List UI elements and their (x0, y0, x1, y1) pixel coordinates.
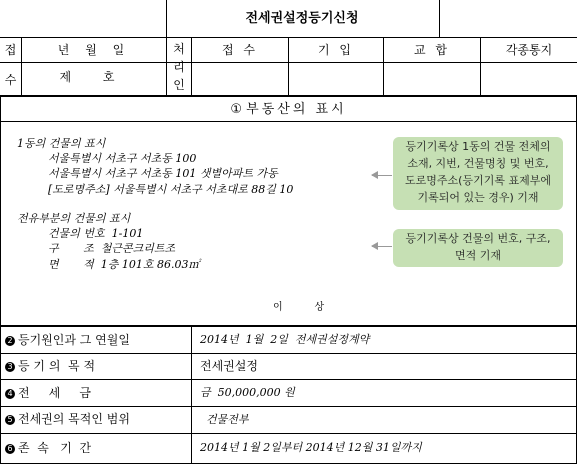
note1-arrow (372, 175, 392, 176)
processor-label: 처리인 (173, 42, 185, 92)
end-marker: 이 상 (273, 302, 325, 313)
unit-structure: 구 조 철근콘크리트조 (48, 242, 176, 255)
form-title: 전세권설정등기신청 (245, 11, 359, 26)
building-heading: 1동의 건물의 표시 (17, 137, 106, 150)
building-road-address: [도로명주소] 서울특별시 서초구 서초대로 88길 10 (48, 183, 294, 196)
row-term-label: 6 존 속 기 간 (5, 442, 91, 454)
col-receipt: 접 수 (222, 43, 258, 57)
col-entry: 기 입 (318, 43, 354, 57)
note-building-info: 등기기록상 1동의 건물 전체의 소재, 지번, 건물명칭 및 번호, 도로명주소(등기기록 표제부에 기록되어 있는 경우) 기재 (393, 137, 563, 210)
row-term-value: 2014년 1월 2일부터 2014년 12월 31일까지 (200, 441, 422, 454)
section1-number: ① (230, 102, 243, 117)
receipt-number-label: 제 호 (59, 70, 129, 84)
col-verify: 교 합 (414, 43, 450, 57)
row-deposit-label: 4 전 세 금 (5, 387, 91, 399)
row-cause-value: 2014년 1월 2일 전세권설정계약 (200, 333, 370, 346)
unit-number: 건물의 번호 1-101 (48, 227, 144, 240)
receipt-label-top: 접 (4, 43, 17, 57)
unit-area: 면 적 1층 101호 86.03㎡ (48, 258, 200, 271)
receipt-date-label: 년 월 일 (57, 43, 131, 57)
note-unit-info: 등기기록상 건물의 번호, 구조, 면적 기재 (393, 229, 563, 267)
building-address-1: 서울특별시 서초구 서초동 100 (48, 152, 197, 165)
row-cause-label: 2 등기원인과 그 연월일 (5, 334, 130, 346)
row-purpose-number: 3 (5, 362, 15, 372)
section1-label: 부동산의 표시 (246, 102, 347, 117)
row-scope-number: 5 (5, 415, 15, 425)
row-purpose-value: 전세권설정 (200, 359, 258, 373)
building-address-2: 서울특별시 서초구 서초동 101 샛별아파트 가동 (48, 167, 278, 180)
row-scope-label: 5 전세권의 목적인 범위 (5, 413, 130, 425)
col-notice: 각종통지 (505, 43, 553, 57)
section1-header (0, 103, 577, 116)
row-scope-value: 건물전부 (206, 413, 249, 426)
row-term-number: 6 (5, 444, 15, 454)
receipt-label-bottom: 수 (4, 73, 17, 87)
row-deposit-number: 4 (5, 389, 15, 399)
row-cause-number: 2 (5, 336, 15, 346)
unit-heading: 전유부분의 건물의 표시 (17, 212, 131, 225)
row-deposit-value: 금 50,000,000 원 (200, 386, 295, 399)
row-purpose-label: 3 등 기 의 목 적 (5, 360, 95, 372)
note2-arrow (372, 246, 392, 247)
